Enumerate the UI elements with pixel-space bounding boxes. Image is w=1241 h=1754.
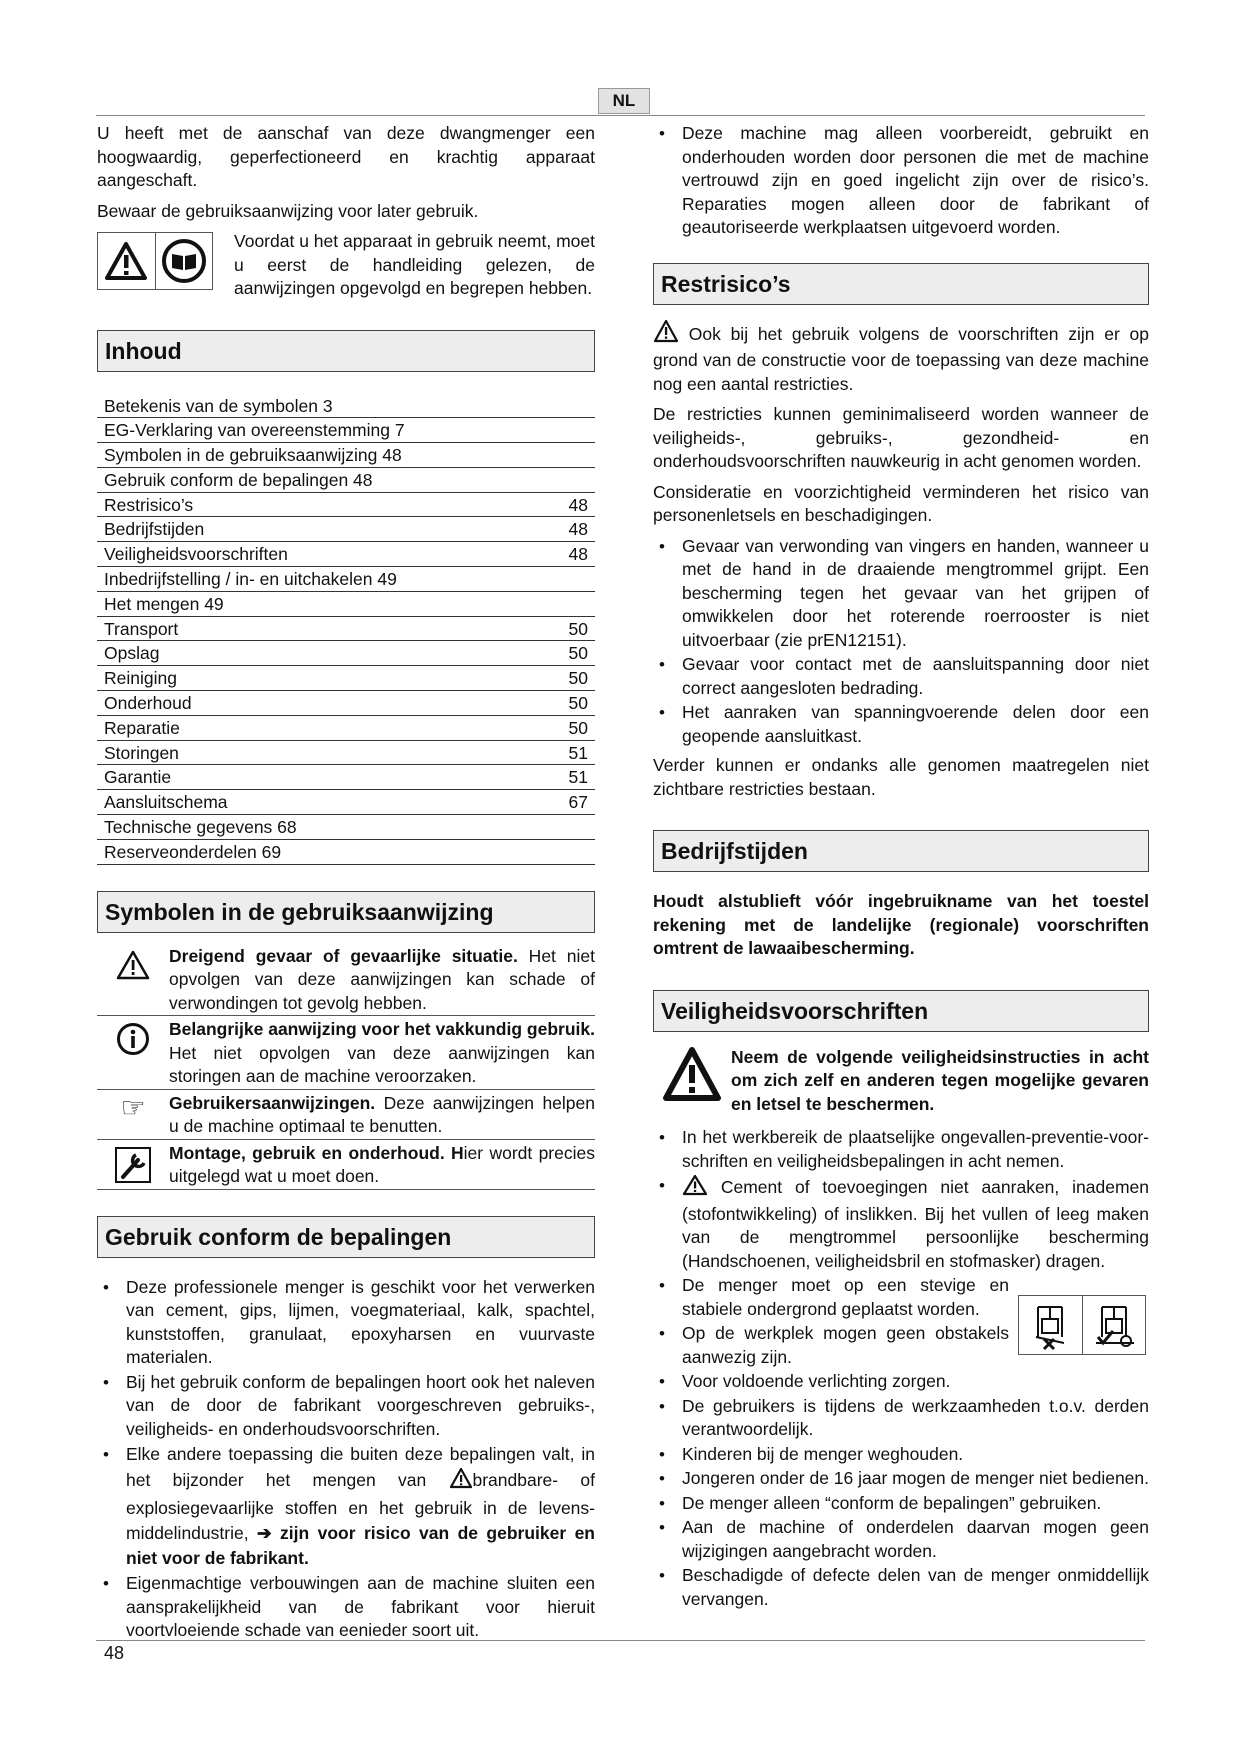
toc-page: 50	[568, 668, 588, 689]
toc-row	[97, 765, 595, 790]
toc-row	[97, 840, 595, 865]
use-heading: Gebruik conform de bepalingen	[97, 1216, 595, 1258]
read-manual-notice	[97, 230, 595, 301]
toc-row	[97, 493, 595, 518]
safety-bullet	[653, 1174, 1149, 1273]
toc-row	[97, 418, 595, 443]
risk-heading: Restrisico’s	[653, 263, 1149, 305]
use-bullet-compliance: • Bij het gebruik conform de bepalingen hoort ook het naleven van de door de fabrikant voorgeschreven gebruiks-, veiligheids- en onderhoudsvoorschriften.	[97, 1371, 595, 1442]
safety-bullet: • Op de werkplek mogen geen obstakels aanwezig zijn.	[653, 1322, 1149, 1369]
use-bullet-modifications: • Eigenmachtige verbouwingen aan de machine sluiten een aansprakelijkheid van de fabrikant voor hieruit voortvloeiende schade van eenieder soort uit.	[97, 1572, 595, 1643]
use-other-text-2: brandbare- of explosiegevaarlijke stoffen en het gebruik in de levens-middelindustrie,	[126, 1470, 595, 1544]
toc-page: 50	[568, 717, 588, 738]
top-rule	[96, 115, 1145, 116]
toc-row	[97, 741, 595, 766]
toc-row	[97, 691, 595, 716]
intro-list	[653, 122, 1149, 240]
toc-page: 48	[568, 519, 588, 540]
toc-row	[97, 666, 595, 691]
safety-bullet: • De menger alleen “conform de bepalingen” gebruiken.	[653, 1492, 1149, 1516]
toc-row	[97, 394, 595, 419]
toc-label: Aansluitschema	[104, 792, 228, 813]
symbol-row-assembly	[97, 1140, 595, 1190]
use-bullet-materials: • Deze professionele menger is geschikt voor het verwerken van cement, gips, lijmen, voegmateriaal, kalk, spachtel, kunststoffen, granulaat, epoxyharsen en vuurvaste materialen.	[97, 1276, 595, 1370]
safety-bullet: • Beschadigde of defecte delen van de menger onmiddellijk vervangen.	[653, 1564, 1149, 1611]
risk-paragraph-4: Verder kunnen er ondanks alle genomen maatregelen niet zichtbare restricties bestaan.	[653, 755, 1149, 799]
toc-page: 67	[568, 792, 588, 813]
toc-page: 51	[568, 742, 588, 763]
page-number: 48	[104, 1643, 125, 1663]
intro-bullet-qualified: • Deze machine mag alleen voorbereidt, gebruikt en onderhouden worden door personen die met de machine vertrouwd zijn en goed ingelicht zijn over de risico’s. Reparaties mogen alleen door de fabrikant of geautoriseerde werkplaatsen uitgevoerd worden.	[653, 122, 1149, 240]
toc-row	[97, 517, 595, 542]
risk-bullet: • Gevaar van verwonding van vingers en handen, wanneer u met de hand in de draaiende mengtrommel grijpt. Een bescherming tegen het gevaar van het grijpen of omwikkelen door het roterende roerrooster is niet uitvoerbaar (zie prEN12151).	[653, 535, 1149, 653]
toc-page: 50	[568, 618, 588, 639]
risk-list	[653, 535, 1149, 749]
read-manual-text: Voordat u het apparaat in gebruik neemt, moet u eerst de handleiding gelezen, de aanwijzingen opgevolgd en begrepen hebben.	[234, 231, 595, 298]
use-list	[97, 1276, 595, 1643]
use-other-text: Elke andere toepassing die buiten deze bepalingen valt, in het bijzonder het mengen van	[126, 1444, 595, 1491]
warning-triangle-icon	[97, 945, 169, 1016]
risk-intro	[653, 319, 1149, 397]
safety-bullet: • De menger moet op een stevige en stabiele ondergrond geplaatst worden.	[653, 1274, 1149, 1321]
read-manual-icon	[156, 233, 213, 289]
toc-page: 50	[568, 643, 588, 664]
toc-row	[97, 641, 595, 666]
safety-heading: Veiligheidsvoorschriften	[653, 990, 1149, 1032]
risk-paragraph-2: De restricties kunnen geminimaliseerd worden wanneer de veiligheids-, gebruiks-, gezondheid- en onderhoudsvoorschriften nauwkeurig in acht genomen worden.	[653, 404, 1149, 471]
symbol-row-user-tips	[97, 1090, 595, 1140]
toc-label: Gebruik conform de bepalingen 48	[104, 469, 373, 490]
bottom-rule	[96, 1640, 1145, 1641]
right-column	[653, 122, 1149, 1612]
toc-label: Restrisico’s	[104, 494, 194, 515]
symbol-important-title: Belangrijke aanwijzing voor het vakkundig gebruik.	[169, 1019, 595, 1040]
toc-row	[97, 443, 595, 468]
unstable-mixer-icon	[1019, 1296, 1083, 1354]
risk-bullet: • Gevaar voor contact met de aansluitspanning door niet correct aangesloten bedrading.	[653, 653, 1149, 700]
info-circle-icon	[97, 1018, 169, 1089]
toc-page: 50	[568, 693, 588, 714]
pointing-hand-icon: ☞	[120, 1091, 146, 1123]
toc-label: Reparatie	[104, 717, 180, 738]
symbols-heading: Symbolen in de gebruiksaanwijzing	[97, 891, 595, 933]
toc-label: Inbedrijfstelling / in- en uitchakelen 49	[104, 569, 397, 590]
hours-text: Houdt alstublieft vóór ingebruikname van het toestel rekening met de landelijke (regionale) voorschriften omtrent de lawaaibescherming.	[653, 891, 1149, 958]
toc-label: Onderhoud	[104, 693, 192, 714]
symbol-important-text: Het niet opvolgen van deze aanwijzingen kan storingen aan de machine veroorzaken.	[169, 1042, 595, 1087]
toc-row	[97, 815, 595, 840]
toc-page: 48	[568, 494, 588, 515]
toc-label: EG-Verklaring van overeenstemming 7	[104, 420, 405, 441]
toc-row	[97, 617, 595, 642]
symbol-row-important	[97, 1016, 595, 1090]
stable-ground-figure	[1018, 1295, 1146, 1355]
toc-heading: Inhoud	[97, 330, 595, 372]
symbol-row-danger	[97, 943, 595, 1017]
warning-triangle-icon	[449, 1467, 473, 1496]
warning-book-symbols	[97, 232, 213, 290]
toc-label: Reserveonderdelen 69	[104, 841, 282, 862]
left-column	[97, 122, 595, 1644]
safety-list	[653, 1126, 1149, 1611]
safety-cement-text: Cement of toevoegingen niet aanraken, inademen (stofontwikkeling) of inslikken. Bij het vullen of leeg maken van de mengtrommel persoonlijke bescherming (Handschoenen, veiligheidsbril en stofmasker) dragen.	[682, 1177, 1149, 1271]
toc-label: Het mengen 49	[104, 593, 224, 614]
risk-bullet: • Het aanraken van spanningvoerende delen door een geopende aansluitkast.	[653, 701, 1149, 748]
symbol-danger-text: Het niet opvolgen van deze aanwijzingen kan schade of verwondingen tot gevolg hebben.	[169, 945, 595, 1013]
symbol-danger-title: Dreigend gevaar of gevaarlijke situatie.	[169, 945, 518, 966]
warning-triangle-icon	[653, 319, 679, 350]
toc-row	[97, 790, 595, 815]
toc-row	[97, 716, 595, 741]
toc-label: Bedrijfstijden	[104, 519, 205, 540]
safety-notice	[653, 1046, 1149, 1117]
safety-bullet: • De gebruikers is tijdens de werkzaamheden t.o.v. derden verantwoordelijk.	[653, 1395, 1149, 1442]
toc-row	[97, 542, 595, 567]
warning-triangle-icon	[653, 1046, 731, 1102]
intro-keep-manual: Bewaar de gebruiksaanwijzing voor later gebruik.	[97, 200, 479, 221]
symbol-assembly-title: Montage, gebruik en onderhoud. H	[169, 1142, 464, 1163]
symbols-table	[97, 943, 595, 1190]
stable-mixer-icon	[1083, 1296, 1146, 1354]
symbol-assembly-text: ier wordt precies uitgelegd wat u moet doen.	[169, 1142, 595, 1187]
safety-bullet: • Aan de machine of onderdelen daarvan mogen geen wijzigingen aangebracht worden.	[653, 1516, 1149, 1563]
symbol-tips-title: Gebruikersaanwijzingen.	[169, 1092, 376, 1113]
toc-label: Technische gegevens 68	[104, 817, 297, 838]
toc-row	[97, 468, 595, 493]
toc-page: 48	[568, 544, 588, 565]
safety-notice-text: Neem de volgende veiligheidsinstructies in acht om zich zelf en anderen tegen mogelijke gevaren en letsel te beschermen.	[731, 1046, 1149, 1114]
symbol-tips-text: Deze aanwijzingen helpen u de machine optimaal te benutten.	[169, 1092, 595, 1137]
table-of-contents	[97, 394, 595, 865]
intro-paragraph: U heeft met de aanschaf van deze dwangmenger een hoogwaardig, geperfectioneerd en krachtig apparaat aangeschaft.	[97, 123, 595, 190]
wrench-icon	[97, 1142, 169, 1189]
safety-bullet: • Voor voldoende verlichting zorgen.	[653, 1370, 1149, 1394]
safety-bullet: • In het werkbereik de plaatselijke ongevallen-preventie-voor-schriften en veiligheidsbepalingen in acht nemen.	[653, 1126, 1149, 1173]
toc-label: Reiniging	[104, 668, 177, 689]
language-tab: NL	[598, 88, 650, 114]
toc-label: Garantie	[104, 767, 172, 788]
toc-label: Storingen	[104, 742, 179, 763]
toc-label: Opslag	[104, 643, 160, 664]
toc-row	[97, 567, 595, 592]
hours-heading: Bedrijfstijden	[653, 830, 1149, 872]
toc-label: Transport	[104, 618, 179, 639]
warning-triangle-icon	[98, 233, 156, 289]
toc-page: 51	[568, 767, 588, 788]
warning-triangle-icon	[682, 1174, 708, 1203]
toc-label: Betekenis van de symbolen 3	[104, 395, 333, 416]
toc-label: Veiligheidsvoorschriften	[104, 544, 288, 565]
use-other-risk: zijn voor risico van de gebruiker en niet voor de fabrikant.	[126, 1523, 596, 1569]
toc-label: Symbolen in de gebruiksaanwijzing 48	[104, 445, 402, 466]
arrow-icon: ➔	[256, 1523, 272, 1544]
toc-row	[97, 592, 595, 617]
use-bullet-other-use	[97, 1442, 595, 1571]
risk-intro-text: Ook bij het gebruik volgens de voorschriften zijn er op grond van de constructie voor de toepassing van deze machine nog een aantal restricties.	[653, 323, 1149, 394]
risk-paragraph-3: Consideratie en voorzichtigheid verminderen het risico van personenletsels en beschadigingen.	[653, 481, 1149, 525]
safety-bullet: • Kinderen bij de menger weghouden.	[653, 1443, 1149, 1467]
safety-bullet: • Jongeren onder de 16 jaar mogen de menger niet bedienen.	[653, 1467, 1149, 1491]
